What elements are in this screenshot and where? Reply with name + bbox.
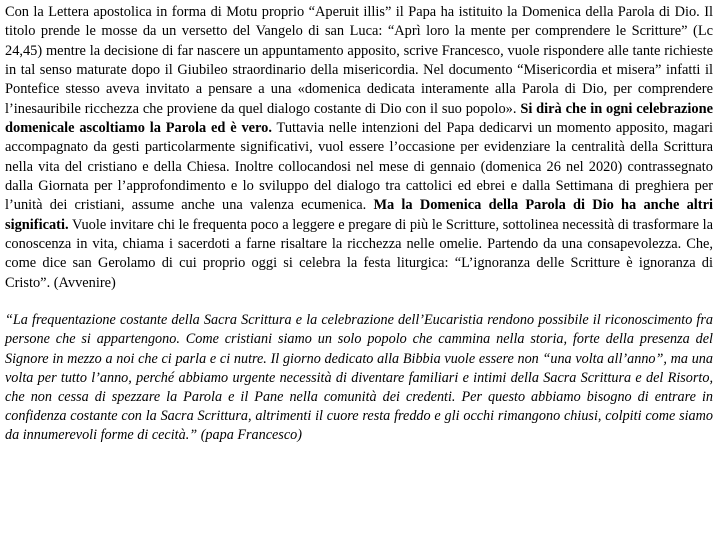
article-bold-sentence-1: Si dirà che in ogni celebrazione domenicale ascoltiamo la Parola ed è vero.	[5, 100, 713, 137]
pope-quote: “La frequentazione costante della Sacra Scrittura e la celebrazione dell’Eucaristia rendono possibile il riconoscimento fra persone che si appartengono. Come cristiani siamo un solo popolo che cammina nella storia, forte della presenza del Signore in mezzo a noi che ci parla e ci nutre. Il giorno dedicato alla Bibbia vuole essere non “una volta all’anno”, ma una volta per tutto l’anno, perché abbiamo urgente necessità di diventare familiari e intimi della Sacra Scrittura e del Risorto, che non cessa di spezzare la Parola e il Pane nella comunità dei credenti. Per questo abbiamo bisogno di entrare in confidenza costante con la Sacra Scrittura, altrimenti il cuore resta freddo e gli occhi rimangono chiusi, colpiti come siamo da innumerevoli forme di cecità.” (papa Francesco)	[5, 312, 713, 444]
article-bold-sentence-2: Ma la Domenica della Parola di Dio ha anche altri significati.	[5, 197, 713, 233]
article-text-intro: Con la Lettera apostolica in forma di Motu proprio “Aperuit illis” il Papa ha istituito la Domenica della Parola di Dio. Il titolo prende le mosse da un versetto del Vangelo di san Luca: “Aprì loro la mente per comprendere le Scritture” (Lc 24,45) mentre la decisione di far nascere un appuntamento apposito, scrive Francesco, vuole rispondere alle tante richieste in tal senso maturate dopo il Giubileo straordinario della misericordia. Nel documento “Misericordia et misera” infatti il Pontefice stesso aveva invitato a pensare a una «domenica dedicata interamente alla Parola di Dio, per comprendere l’inesauribile ricchezza che proviene da quel dialogo costante di Dio con il suo popolo».	[5, 4, 713, 117]
article-text-end: Vuole invitare chi le frequenta poco a leggere e pregare di più le Scritture, sottolinea necessità di trasformare la conoscenza in vita, chiama i sacerdoti a farne risaltare la ricchezza nelle omelie. Partendo da una consapevolezza. Che, come dice san Gerolamo di cui proprio oggi si celebra la festa liturgica: “L’ignoranza delle Scritture è ignoranza di Cristo”. (Avvenire)	[5, 216, 713, 291]
document-page	[5, 3, 713, 446]
paragraph-spacer	[5, 293, 713, 311]
article-text-middle: Tuttavia nelle intenzioni del Papa dedicarvi un momento apposito, magari accompagnato da gesti particolarmente significativi, vuol essere l’occasione per evidenziare la centralità della Scrittura nella vita del cristiano e della Chiesa. Inoltre collocandosi nel mese di gennaio (domenica 26 nel 2020) contrassegnato dalla Giornata per l’approfondimento e lo sviluppo del dialogo tra cattolici ed ebrei e dalla Settimana di preghiera per l’unità dei cristiani, assume anche una valenza ecumenica.	[5, 120, 713, 214]
article-paragraph	[5, 3, 713, 293]
